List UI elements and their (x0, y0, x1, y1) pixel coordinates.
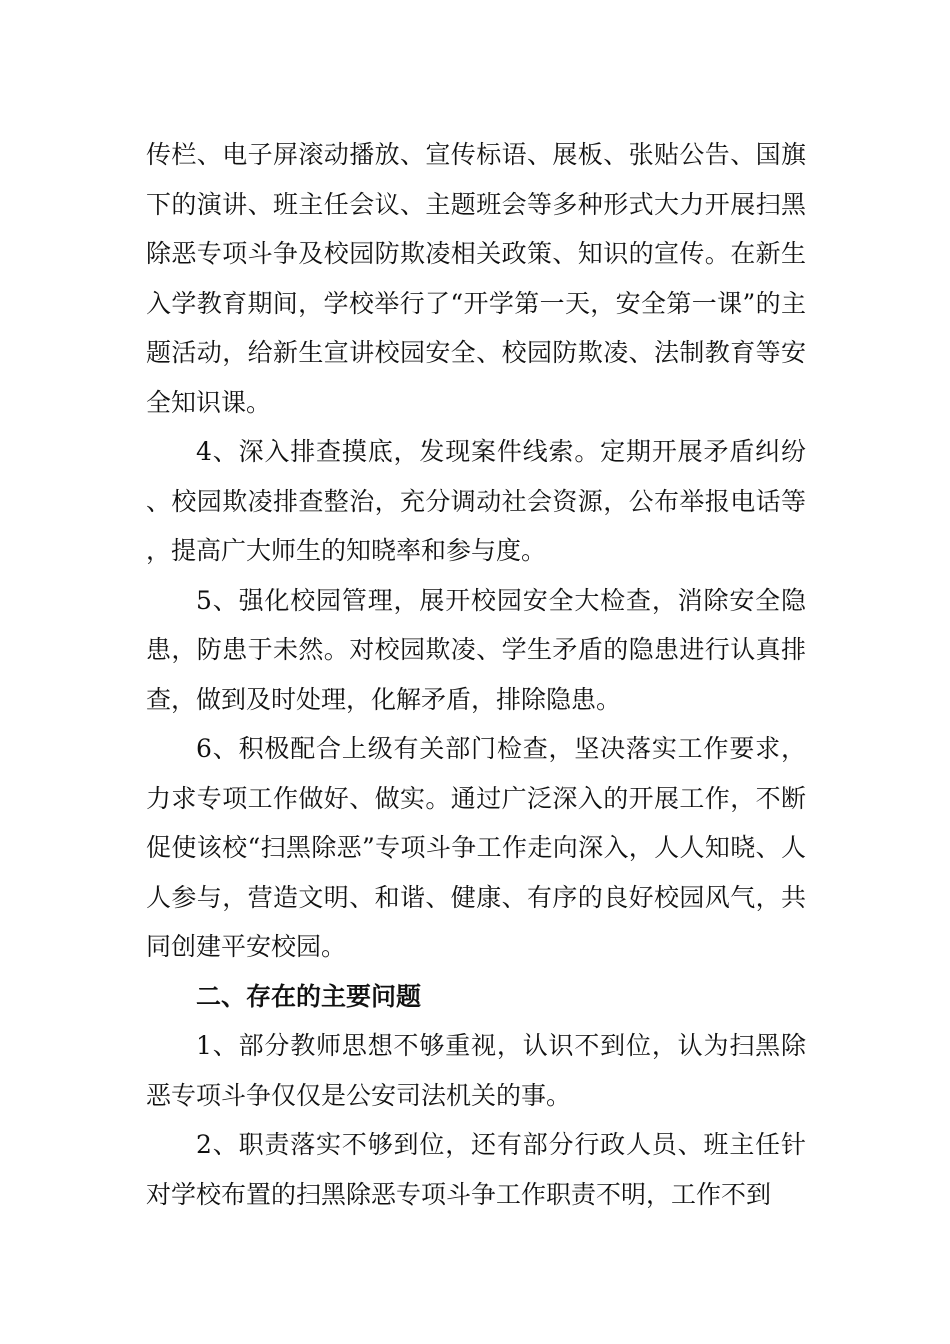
section-heading: 二、存在的主要问题 (196, 981, 422, 1011)
document-body (146, 130, 806, 1219)
paragraph-item-6: 6、积极配合上级有关部门检查，坚决落实工作要求，力求专项工作做好、做实。通过广泛深入的开展工作，不断促使该校“扫黑除恶”专项斗争工作走向深入，人人知晓、人人参与，营造文明、和谐、健康、有序的良好校园风气，共同创建平安校园。 (146, 734, 806, 961)
paragraph-item-4: 4、深入排查摸底，发现案件线索。定期开展矛盾纠纷、校园欺凌排查整治，充分调动社会资源，公布举报电话等，提高广大师生的知晓率和参与度。 (146, 437, 806, 565)
paragraph-publicity-continuation: 传栏、电子屏滚动播放、宣传标语、展板、张贴公告、国旗下的演讲、班主任会议、主题班会等多种形式大力开展扫黑除恶专项斗争及校园防欺凌相关政策、知识的宣传。在新生入学教育期间，学校举行了“开学第一天，安全第一课”的主题活动，给新生宣讲校园安全、校园防欺凌、法制教育等安全知识课。 (146, 140, 806, 417)
issue-item-1: 1、部分教师思想不够重视，认识不到位，认为扫黑除恶专项斗争仅仅是公安司法机关的事。 (146, 1031, 806, 1110)
issue-item-2: 2、职责落实不够到位，还有部分行政人员、班主任针对学校布置的扫黑除恶专项斗争工作职责不明，工作不到 (146, 1130, 806, 1209)
paragraph-item-5: 5、强化校园管理，展开校园安全大检查，消除安全隐患，防患于未然。对校园欺凌、学生矛盾的隐患进行认真排查，做到及时处理，化解矛盾，排除隐患。 (146, 585, 806, 714)
